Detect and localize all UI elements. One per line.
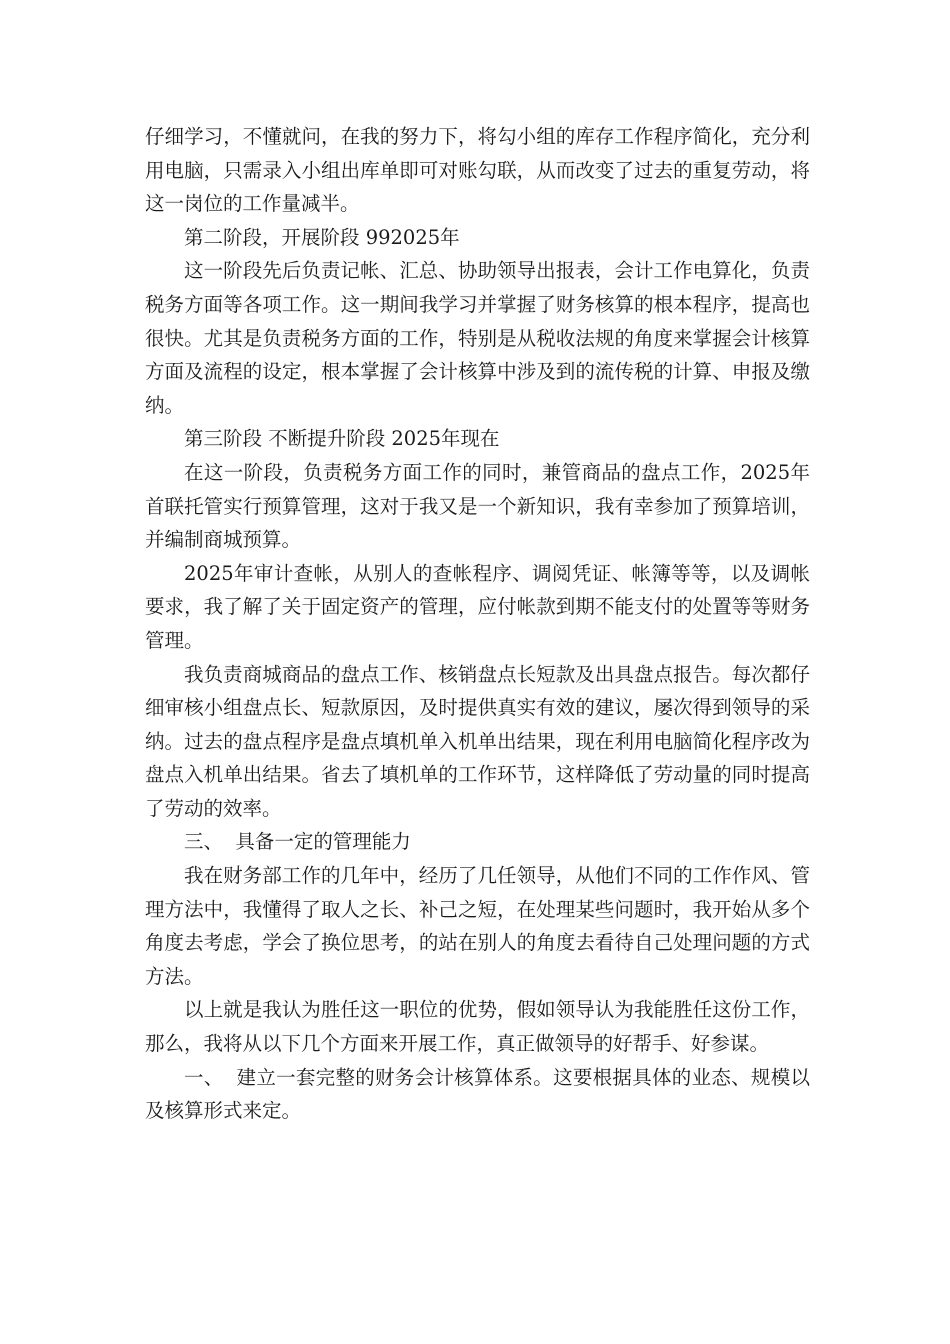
paragraph-7: 我负责商城商品的盘点工作、核销盘点长短款及出具盘点报告。每次都仔细审核小组盘点长、短款原因，及时提供真实有效的建议，屡次得到领导的采纳。过去的盘点程序是盘点填机单入机单出结果，现在利用电脑简化程序改为盘点入机单出结果。省去了填机单的工作环节，这样降低了劳动量的同时提高了劳动的效率。: [145, 662, 810, 820]
document-body: [145, 120, 810, 1128]
section-heading-stage-2: 第二阶段，开展阶段 992025年: [184, 225, 460, 249]
paragraph-10: 以上就是我认为胜任这一职位的优势，假如领导认为我能胜任这份工作，那么，我将从以下几个方面来开展工作，真正做领导的好帮手、好参谋。: [145, 998, 810, 1056]
section-heading-management: 三、 具备一定的管理能力: [184, 830, 411, 854]
section-heading-stage-3: 第三阶段 不断提升阶段 2025年现在: [184, 427, 500, 451]
paragraph-3: 这一阶段先后负责记帐、汇总、协助领导出报表，会计工作电算化，负责税务方面等各项工作。这一期间我学习并掌握了财务核算的根本程序，提高也很快。尤其是负责税务方面的工作，特别是从税收法规的角度来掌握会计核算方面及流程的设定，根本掌握了会计核算中涉及到的流传税的计算、申报及缴纳。: [145, 259, 810, 417]
paragraph-9: 我在财务部工作的几年中，经历了几任领导，从他们不同的工作作风、管理方法中，我懂得了取人之长、补己之短，在处理某些问题时，我开始从多个角度去考虑，学会了换位思考，的站在别人的角度去看待自己处理问题的方式方法。: [145, 864, 810, 988]
paragraph-11: 一、 建立一套完整的财务会计核算体系。这要根据具体的业态、规模以及核算形式来定。: [145, 1065, 810, 1123]
paragraph-5: 在这一阶段，负责税务方面工作的同时，兼管商品的盘点工作，2025年首联托管实行预算管理，这对于我又是一个新知识，我有幸参加了预算培训，并编制商城预算。: [145, 460, 810, 552]
paragraph-1: 仔细学习，不懂就问，在我的努力下，将勾小组的库存工作程序简化，充分利用电脑，只需录入小组出库单即可对账勾联，从而改变了过去的重复劳动，将这一岗位的工作量减半。: [145, 125, 810, 216]
paragraph-6: 2025年审计查帐，从别人的查帐程序、调阅凭证、帐簿等等，以及调帐要求，我了解了关于固定资产的管理，应付帐款到期不能支付的处置等等财务管理。: [145, 561, 810, 652]
